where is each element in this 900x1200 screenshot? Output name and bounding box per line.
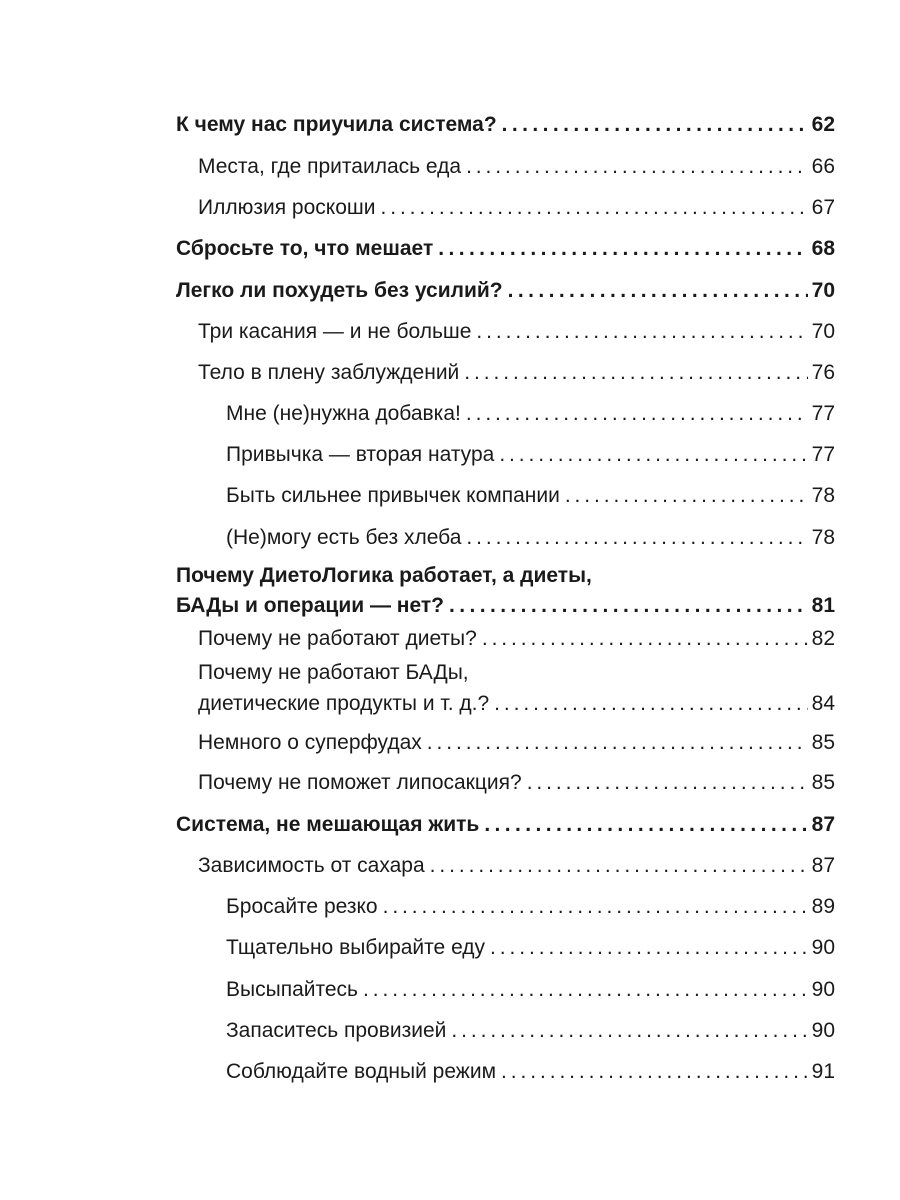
toc-entry-page: 70 [811,320,835,343]
dot-leader [482,626,808,652]
toc-entry-page: 90 [811,1019,835,1042]
toc-entry-title-first-line: Почему не работают БАДы, [198,661,469,684]
toc-entry-title: (Не)могу есть без хлеба [226,526,462,549]
toc-entry [176,236,835,262]
dot-leader [484,812,807,838]
toc-entry-title: Тщательно выбирайте еду [226,936,486,959]
dot-leader [383,894,808,920]
toc-entry-page: 66 [811,155,835,178]
toc-entry [226,935,835,961]
toc-entry-page: 91 [811,1060,835,1083]
toc-entry-title: Иллюзия роскоши [198,196,376,219]
dot-leader [501,1059,808,1085]
toc-entry-title: К чему нас приучила система? [176,113,497,136]
toc-entry-title: Легко ли похудеть без усилий? [176,279,503,302]
toc-entry-page: 76 [811,361,835,384]
toc-entry-page: 85 [811,731,835,754]
toc-entry [226,1059,835,1085]
toc-entry-page: 77 [811,402,835,425]
toc-entry-title: Три касания — и не больше [198,320,472,343]
dot-leader [466,525,807,551]
toc-entry-title: Бросайте резко [226,895,378,918]
toc-entry-page: 82 [811,627,835,650]
toc-entry-title: Почему не поможет липосакция? [198,771,522,794]
toc-entry [198,626,835,652]
toc-entry [226,1018,835,1044]
toc-entry [226,483,835,509]
toc-entry-page: 78 [811,526,835,549]
dot-leader [449,593,808,619]
toc-entry [176,563,835,619]
dot-leader [565,483,808,509]
toc-entry-title: Места, где притаилась еда [198,155,462,178]
toc-entry-title: Почему не работают диеты? [198,627,477,650]
toc-entry-page: 78 [811,484,835,507]
dot-leader [466,154,808,180]
dot-leader [438,236,807,262]
toc-entry [198,154,835,180]
toc-entry-title: Зависимость от сахара [198,854,425,877]
dot-leader [494,691,807,717]
toc-entry [176,278,835,304]
toc-entry [226,525,835,551]
toc-entry-title: Немного о суперфудах [198,731,422,754]
toc-entry-title: БАДы и операции — нет? [176,594,445,617]
toc-entry [198,770,835,796]
toc-entry-page: 90 [811,936,835,959]
toc-entry-title: Сбросьте то, что мешает [176,237,434,260]
dot-leader [380,195,807,221]
dot-leader [466,401,808,427]
toc-entry-title: Соблюдайте водный режим [226,1060,497,1083]
toc-entry-page: 87 [811,813,835,836]
toc-entry [176,812,835,838]
toc-entry-title: Система, не мешающая жить [176,813,480,836]
toc-entry [198,360,835,386]
toc-entry-page: 62 [811,113,835,136]
toc-entry-page: 89 [811,895,835,918]
toc-entry-page: 85 [811,771,835,794]
toc-entry-title: Тело в плену заблуждений [198,361,460,384]
toc-entry-page: 87 [811,854,835,877]
toc-entry [198,660,835,717]
toc-entry [198,730,835,756]
toc-entry [226,894,835,920]
dot-leader [427,730,808,756]
dot-leader [451,1018,807,1044]
toc-entry-page: 90 [811,978,835,1001]
toc-entry [226,977,835,1003]
dot-leader [508,278,808,304]
toc-entry-page: 67 [811,196,835,219]
toc-entry-title: Быть сильнее привычек компании [226,484,560,507]
toc-entry-title: Мне (не)нужна добавка! [226,402,461,425]
dot-leader [430,853,808,879]
toc-entry [198,319,835,345]
toc-entry [198,853,835,879]
toc-entry-page: 81 [811,594,835,617]
toc-entry-title: Запаситесь провизией [226,1019,447,1042]
toc-entry [226,401,835,427]
toc-entry-title: диетические продукты и т. д.? [198,692,490,715]
toc-entry [176,112,835,138]
dot-leader [490,935,808,961]
dot-leader [499,442,807,468]
dot-leader [502,112,808,138]
toc-entry-page: 77 [811,443,835,466]
toc-entry-page: 84 [811,692,835,715]
toc-entry-title: Привычка — вторая натура [226,443,495,466]
dot-leader [464,360,807,386]
toc-entry-page: 68 [811,237,835,260]
dot-leader [363,977,808,1003]
dot-leader [527,770,808,796]
toc-entry-title-first-line: Почему ДиетоЛогика работает, а диеты, [176,564,592,587]
toc-entry-title: Высыпайтесь [226,978,358,1001]
toc-entry [198,195,835,221]
toc-entry [226,442,835,468]
dot-leader [476,319,807,345]
toc-entry-page: 70 [811,279,835,302]
